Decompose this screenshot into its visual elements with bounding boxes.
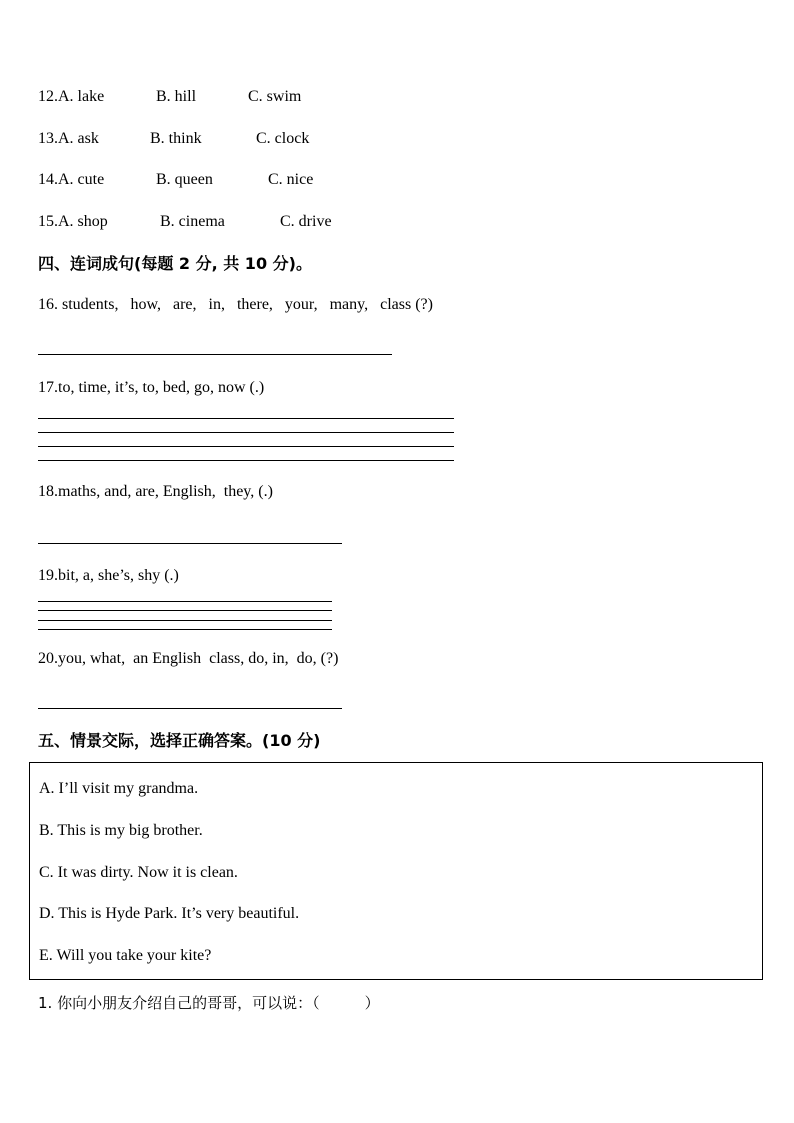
option-b: B. hill: [156, 88, 197, 105]
answer-line: [38, 354, 392, 355]
option-a: A. cute: [58, 171, 105, 188]
question-13: [38, 129, 309, 149]
section-5-question-1: 1. 你向小朋友介绍自己的哥哥，可以说：（ ）: [38, 994, 380, 1012]
question-19: 19.bit, a, she’s, shy (.): [38, 567, 179, 584]
question-number: 13.: [38, 130, 58, 147]
question-14: [38, 170, 313, 190]
option-c: C. nice: [268, 171, 314, 188]
answer-line: [38, 620, 332, 621]
answer-line: [38, 629, 332, 630]
question-16: 16. students, how, are, in, there, your, many, class (?): [38, 296, 433, 313]
answer-line: [38, 418, 454, 419]
option-c: C. drive: [280, 213, 332, 230]
question-18: 18.maths, and, are, English, they, (.): [38, 483, 273, 500]
question-number: 12.: [38, 88, 58, 105]
options-box: [29, 762, 763, 980]
answer-line: [38, 610, 332, 611]
answer-line: [38, 601, 332, 602]
option-c: C. clock: [256, 130, 310, 147]
option-b: B. think: [150, 130, 202, 147]
option-a: A. shop: [58, 213, 108, 230]
option-a: A. lake: [58, 88, 105, 105]
option-b: B. cinema: [160, 213, 225, 230]
question-17: 17.to, time, it’s, to, bed, go, now (.): [38, 379, 265, 396]
question-12: [38, 87, 301, 107]
option-b: B. This is my big brother.: [39, 822, 203, 839]
section-4-heading: 四、连词成句(每题 2 分, 共 10 分)。: [38, 254, 312, 273]
option-a: A. ask: [58, 130, 99, 147]
answer-line: [38, 460, 454, 461]
question-20: 20.you, what, an English class, do, in, do, (?): [38, 650, 339, 667]
option-d: D. This is Hyde Park. It’s very beautiful.: [39, 905, 300, 922]
answer-line: [38, 708, 342, 709]
question-15: [38, 212, 332, 232]
option-c: C. It was dirty. Now it is clean.: [39, 864, 238, 881]
answer-line: [38, 432, 454, 433]
question-number: 15.: [38, 213, 58, 230]
option-a: A. I’ll visit my grandma.: [39, 780, 199, 797]
answer-line: [38, 446, 454, 447]
question-number: 14.: [38, 171, 58, 188]
option-e: E. Will you take your kite?: [39, 947, 212, 964]
answer-line: [38, 543, 342, 544]
option-c: C. swim: [248, 88, 302, 105]
option-b: B. queen: [156, 171, 213, 188]
section-5-heading: 五、情景交际，选择正确答案。(10 分): [38, 731, 321, 750]
